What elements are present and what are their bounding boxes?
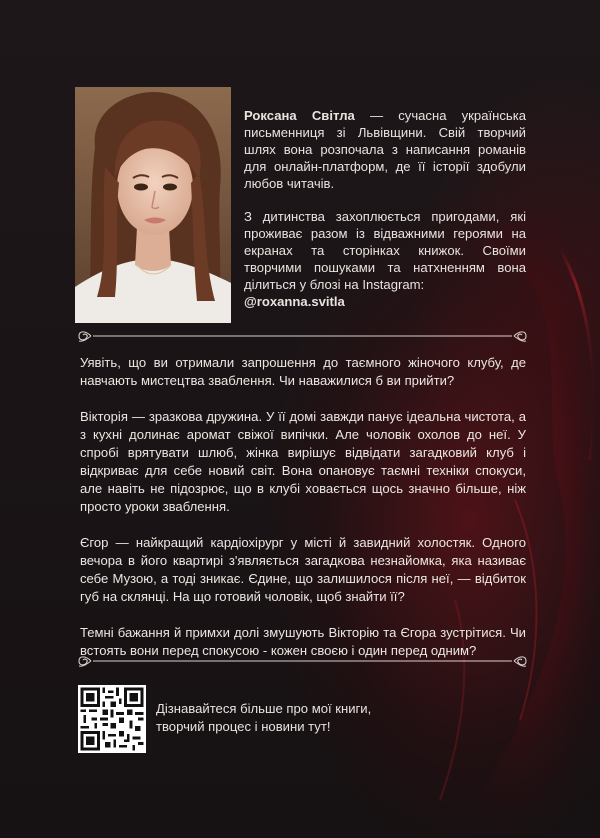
bio-intro-text: — сучасна українська письменниця зі Львівщини. Свій творчий шлях вона розпочала з написання романів для онлайн-платформ, де її історії здобули любов читачів. xyxy=(244,108,527,191)
cta-line-2: творчий процес і новини тут! xyxy=(156,719,331,734)
author-bio xyxy=(244,107,526,310)
blurb-paragraph-3: Єгор — найкращий кардіохірург у місті й завидний холостяк. Одного вечора в його квартирі з'являється загадкова незнайомка, яка називає себе Музою, а тоді зникає. Єдине, що залишилося після неї, — відбиток губ на склянці. На що готовий чоловік, щоб знайти її? xyxy=(80,535,526,604)
blurb-paragraph-4: Темні бажання й примхи долі змушують Вікторію та Єгора зустрітися. Чи встоять вони перед спокусою - кожен своєю і один перед одним? xyxy=(80,625,526,658)
blurb-paragraph-2: Вікторія — зразкова дружина. У її домі завжди панує ідеальна чистота, а з кухні долинає аромат свіжої випічки. Але чоловік охолов до неї. У спробі врятувати шлюб, жінка вирішує відвідати загадковий клуб і відкриває для себе новий світ. Вона опановує таємні техніки спокуси, але навіть не підозрює, що в клубі ховається щось значно більше, ніж просто уроки зваблення. xyxy=(80,409,526,514)
author-name: Роксана Світла xyxy=(244,108,355,123)
flourish-divider-icon xyxy=(75,329,530,343)
flourish-divider-icon xyxy=(75,654,530,668)
blurb-paragraph-1: Уявіть, що ви отримали запрошення до таємного жіночого клубу, де навчають мистецтва зваблення. Чи наважилися б ви прийти? xyxy=(80,355,526,388)
book-blurb xyxy=(80,354,526,678)
author-photo xyxy=(75,87,231,323)
bio-paragraph-1 xyxy=(244,107,526,192)
qr-call-to-action xyxy=(156,700,406,736)
instagram-handle[interactable]: @roxanna.svitla xyxy=(244,294,345,309)
bio-paragraph-2: З дитинства захоплюється пригодами, які проживає разом із відважними героями на екранах та сторінках книжок. Своїми творчими пошуками та натхненням вона ділиться у блозі на Instagram: @roxanna.svitla xyxy=(244,209,526,309)
cta-line-1: Дізнавайтеся більше про мої книги, xyxy=(156,701,372,716)
qr-code-icon[interactable] xyxy=(78,685,146,753)
